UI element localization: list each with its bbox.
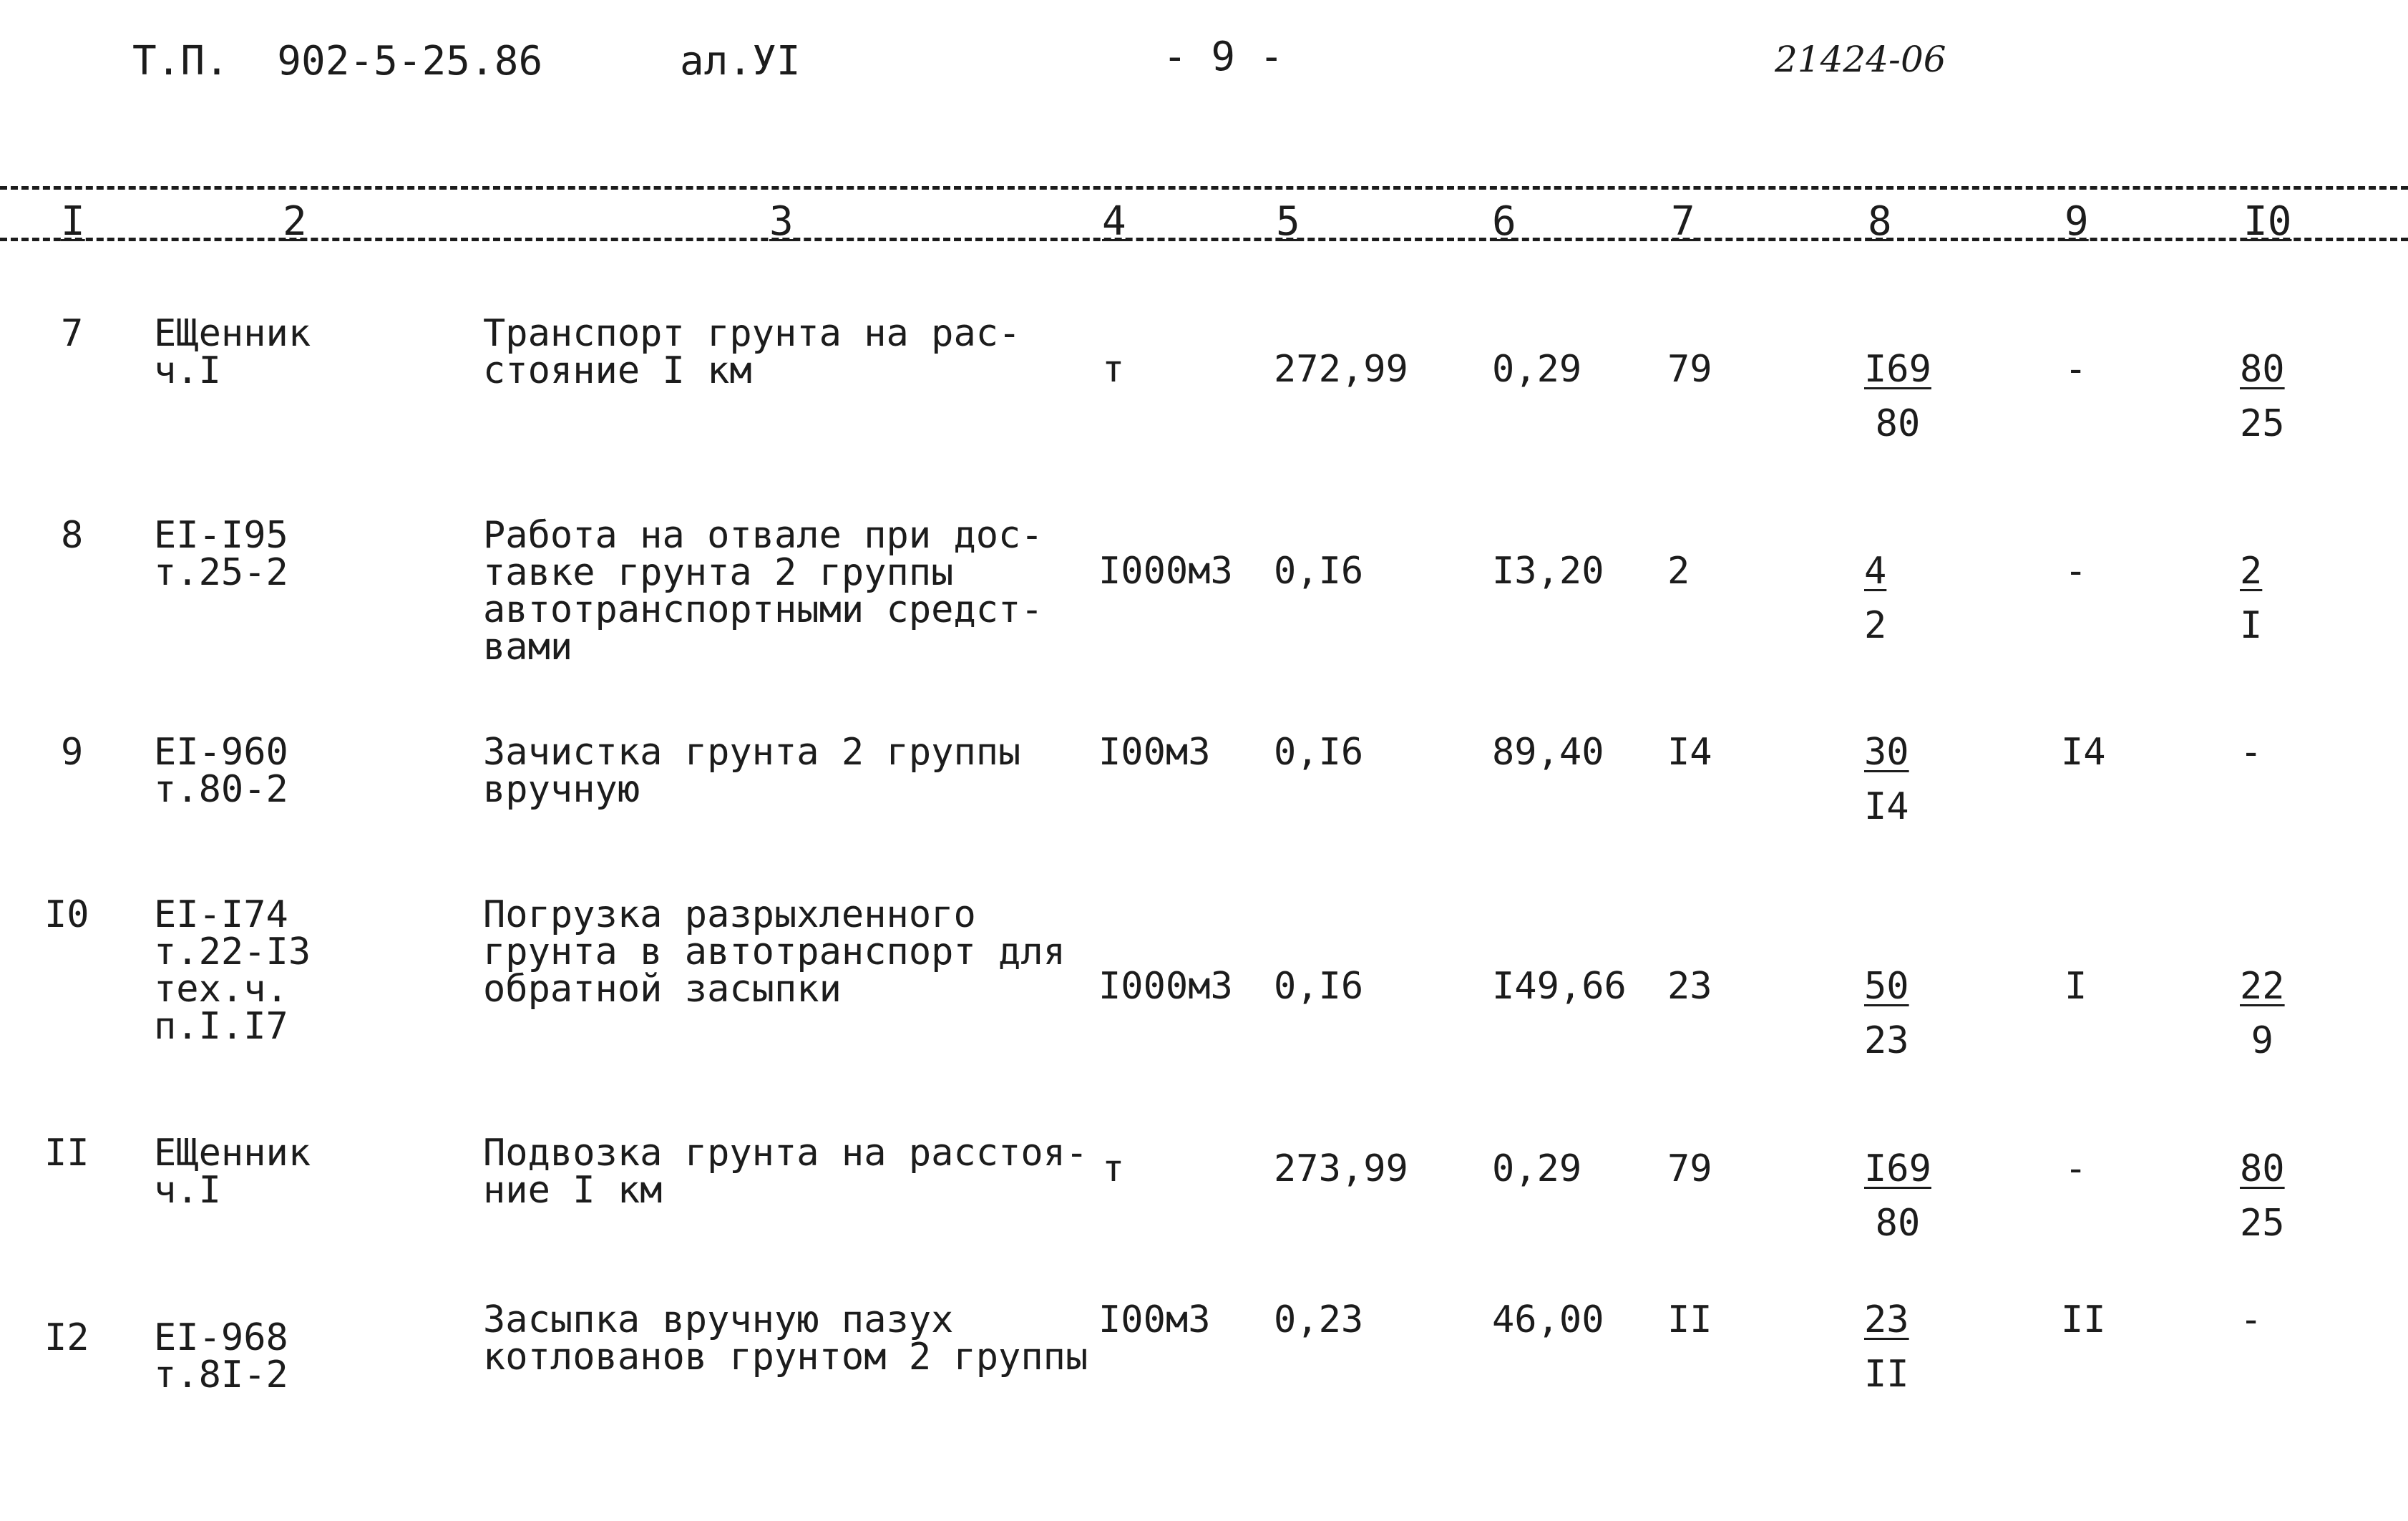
col8-fraction <box>1864 1147 1931 1245</box>
column-number-10: I0 <box>2243 198 2292 245</box>
col8-fraction <box>1864 550 1887 647</box>
col10-fraction <box>2240 965 2285 1062</box>
unit-price: I3,20 <box>1492 550 1604 593</box>
row-number: I0 <box>44 893 89 936</box>
col9-value: - <box>2065 550 2087 593</box>
work-description: Подвозка грунта на расстоя- ние I км <box>483 1132 1088 1212</box>
col8-numerator: 23 <box>1864 1298 1909 1341</box>
page-number: - 9 - <box>1163 34 1284 80</box>
column-number-9: 9 <box>2065 198 2089 245</box>
col8-numerator: I69 <box>1864 348 1931 391</box>
col9-value: I4 <box>2061 731 2106 774</box>
row-number: II <box>44 1132 89 1175</box>
table-top-rule <box>0 186 2408 190</box>
norm-code: ЕI-I74 т.22-I3 тех.ч. п.I.I7 <box>154 893 311 1048</box>
col10-value: - <box>2240 731 2263 774</box>
work-description: Транспорт грунта на рас- стояние I км <box>483 312 1021 392</box>
col8-fraction <box>1864 348 1931 445</box>
quantity: 0,23 <box>1274 1298 1364 1341</box>
column-number-6: 6 <box>1492 198 1516 245</box>
unit-price: 0,29 <box>1492 1147 1582 1190</box>
row-number: 9 <box>61 731 84 774</box>
column-number-1: I <box>61 198 85 245</box>
col10-fraction <box>2240 348 2285 445</box>
doc-code: Т.П. 902-5-25.86 <box>132 38 543 84</box>
quantity: 0,I6 <box>1274 550 1364 593</box>
col8-fraction <box>1864 965 1909 1062</box>
total-cost: 79 <box>1667 1147 1712 1190</box>
column-number-rule <box>0 238 2408 241</box>
col8-numerator: 4 <box>1864 550 1887 593</box>
work-description: Работа на отвале при дос- тавке грунта 2 группы автотранспортными средст- вами <box>483 514 1043 669</box>
unit: I00м3 <box>1098 731 1211 774</box>
col10-numerator: 80 <box>2240 348 2285 391</box>
inventory-number: 21424-06 <box>1775 39 1946 80</box>
total-cost: 79 <box>1667 348 1712 391</box>
norm-code: ЕI-I95 т.25-2 <box>154 514 288 594</box>
row-number: 8 <box>61 514 84 557</box>
row-number: 7 <box>61 312 84 355</box>
norm-code: ЕI-968 т.8I-2 <box>154 1316 288 1396</box>
col10-numerator: 2 <box>2240 550 2263 593</box>
quantity: 273,99 <box>1274 1147 1408 1190</box>
col10-numerator: 22 <box>2240 965 2285 1008</box>
norm-code: ЕЩенник ч.I <box>154 312 311 392</box>
col10-denominator: I <box>2240 604 2263 647</box>
total-cost: II <box>1667 1298 1712 1341</box>
col9-value: - <box>2065 348 2087 391</box>
column-number-5: 5 <box>1276 198 1300 245</box>
unit-price: 46,00 <box>1492 1298 1604 1341</box>
total-cost: I4 <box>1667 731 1712 774</box>
norm-code: ЕI-960 т.80-2 <box>154 731 288 811</box>
col8-denominator: 80 <box>1875 402 1921 445</box>
col9-value: - <box>2065 1147 2087 1190</box>
column-number-7: 7 <box>1671 198 1695 245</box>
col10-fraction <box>2240 550 2263 647</box>
col8-denominator: 2 <box>1864 604 1887 647</box>
unit-price: I49,66 <box>1492 965 1627 1008</box>
col9-value: I <box>2065 965 2087 1008</box>
row-number: I2 <box>44 1316 89 1359</box>
col10-denominator: 9 <box>2251 1019 2273 1062</box>
col10-fraction <box>2240 1147 2285 1245</box>
unit: т <box>1102 1147 1125 1190</box>
quantity: 0,I6 <box>1274 731 1364 774</box>
col8-denominator: I4 <box>1864 785 1909 828</box>
col8-numerator: 30 <box>1864 731 1909 774</box>
col8-numerator: I69 <box>1864 1147 1931 1190</box>
col8-denominator: 23 <box>1864 1019 1909 1062</box>
col8-denominator: II <box>1864 1353 1909 1396</box>
col10-value: - <box>2240 1298 2263 1341</box>
norm-code: ЕЩенник ч.I <box>154 1132 311 1212</box>
album-label: ал.УI <box>680 38 801 84</box>
col8-numerator: 50 <box>1864 965 1909 1008</box>
unit: I00м3 <box>1098 1298 1211 1341</box>
column-number-4: 4 <box>1102 198 1126 245</box>
col8-denominator: 80 <box>1875 1202 1921 1245</box>
col10-denominator: 25 <box>2240 1202 2285 1245</box>
quantity: 0,I6 <box>1274 965 1364 1008</box>
col9-value: II <box>2061 1298 2106 1341</box>
col8-fraction <box>1864 1298 1909 1396</box>
col8-fraction <box>1864 731 1909 828</box>
col10-denominator: 25 <box>2240 402 2285 445</box>
total-cost: 23 <box>1667 965 1712 1008</box>
col10-numerator: 80 <box>2240 1147 2285 1190</box>
unit: I000м3 <box>1098 965 1233 1008</box>
total-cost: 2 <box>1667 550 1690 593</box>
unit-price: 89,40 <box>1492 731 1604 774</box>
column-number-3: 3 <box>769 198 794 245</box>
work-description: Зачистка грунта 2 группы вручную <box>483 731 1021 811</box>
unit: I000м3 <box>1098 550 1233 593</box>
work-description: Засыпка вручную пазух котлованов грунтом 2 группы <box>483 1298 1088 1379</box>
column-number-8: 8 <box>1868 198 1892 245</box>
unit: т <box>1102 348 1125 391</box>
quantity: 272,99 <box>1274 348 1408 391</box>
column-number-2: 2 <box>283 198 307 245</box>
work-description: Погрузка разрыхленного грунта в автотранспорт для обратной засыпки <box>483 893 1066 1011</box>
unit-price: 0,29 <box>1492 348 1582 391</box>
